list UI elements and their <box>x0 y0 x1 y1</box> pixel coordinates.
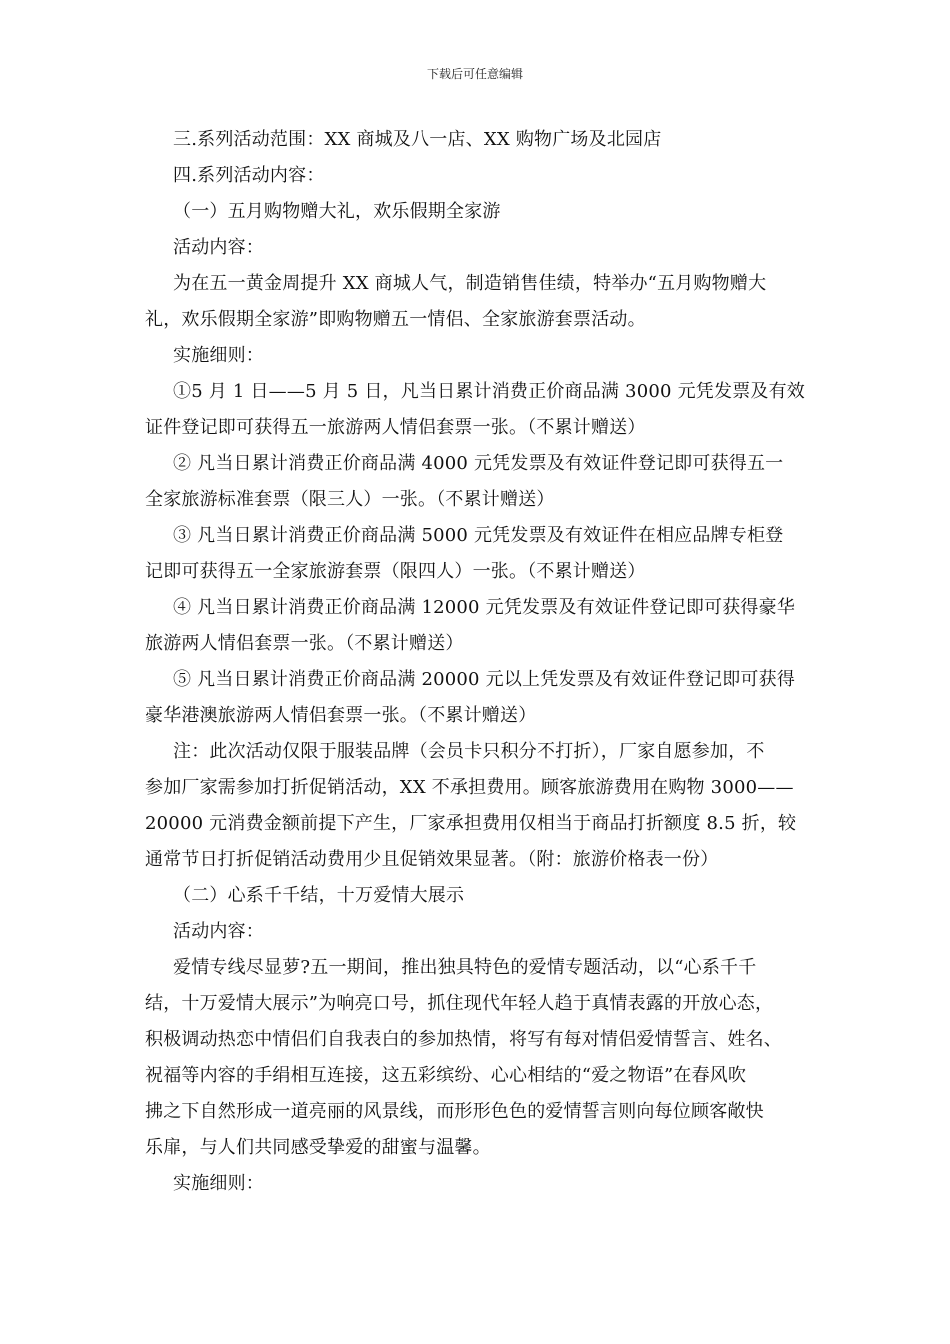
text-line: 结，十万爱情大展示”为响亮口号，抓住现代年轻人趋于真情表露的开放心态， <box>145 993 774 1014</box>
text-line: 三.系列活动范围：XX 商城及八一店、XX 购物广场及北园店 <box>173 129 662 150</box>
text-line: 祝福等内容的手绢相互连接，这五彩缤纷、心心相结的“爱之物语”在春风吹 <box>145 1065 747 1086</box>
text-line: ③ 凡当日累计消费正价商品满 5000 元凭发票及有效证件在相应品牌专柜登 <box>173 525 784 546</box>
text-line: 为在五一黄金周提升 XX 商城人气，制造销售佳绩，特举办“五月购物赠大 <box>173 273 767 294</box>
text-line: 注：此次活动仅限于服装品牌（会员卡只积分不打折），厂家自愿参加，不 <box>173 741 765 762</box>
text-line: 活动内容： <box>173 237 264 258</box>
text-line: 礼，欢乐假期全家游”即购物赠五一情侣、全家旅游套票活动。 <box>145 309 646 330</box>
text-line: 记即可获得五一全家旅游套票（限四人）一张。（不累计赠送） <box>145 561 646 582</box>
text-line: 活动内容： <box>173 921 264 942</box>
text-line: （一）五月购物赠大礼，欢乐假期全家游 <box>173 201 501 222</box>
text-line: 积极调动热恋中情侣们自我表白的参加热情，将写有每对情侣爱情誓言、姓名、 <box>145 1029 782 1050</box>
text-line: ④ 凡当日累计消费正价商品满 12000 元凭发票及有效证件登记即可获得豪华 <box>173 597 796 618</box>
text-line: 参加厂家需参加打折促销活动，XX 不承担费用。顾客旅游费用在购物 3000—— <box>145 777 794 798</box>
text-line: ⑤ 凡当日累计消费正价商品满 20000 元以上凭发票及有效证件登记即可获得 <box>173 669 796 690</box>
text-line: 全家旅游标准套票（限三人）一张。（不累计赠送） <box>145 489 555 510</box>
text-line: 乐扉，与人们共同感受挚爱的甜蜜与温馨。 <box>145 1137 491 1158</box>
text-line: 豪华港澳旅游两人情侣套票一张。（不累计赠送） <box>145 705 537 726</box>
text-line: 证件登记即可获得五一旅游两人情侣套票一张。（不累计赠送） <box>145 417 646 438</box>
text-line: 实施细则： <box>173 345 264 366</box>
text-line: 实施细则： <box>173 1173 264 1194</box>
text-line: （二）心系千千结，十万爱情大展示 <box>173 885 465 906</box>
text-line: 四.系列活动内容： <box>173 165 325 186</box>
text-line: 20000 元消费金额前提下产生，厂家承担费用仅相当于商品打折额度 8.5 折，较 <box>145 813 797 834</box>
text-line: ② 凡当日累计消费正价商品满 4000 元凭发票及有效证件登记即可获得五一 <box>173 453 784 474</box>
text-line: 通常节日打折促销活动费用少且促销效果显著。（附：旅游价格表一份） <box>145 849 719 870</box>
text-line: ①5 月 1 日——5 月 5 日，凡当日累计消费正价商品满 3000 元凭发票及有效 <box>173 381 805 402</box>
text-line: 旅游两人情侣套票一张。（不累计赠送） <box>145 633 464 654</box>
page-header: 下载后可任意编辑 <box>426 67 523 81</box>
document-body <box>145 122 810 1202</box>
text-line: 拂之下自然形成一道亮丽的风景线，而形形色色的爱情誓言则向每位顾客敞快 <box>145 1101 764 1122</box>
text-line: 爱情专线尽显萝?五一期间，推出独具特色的爱情专题活动，以“心系千千 <box>173 957 757 978</box>
